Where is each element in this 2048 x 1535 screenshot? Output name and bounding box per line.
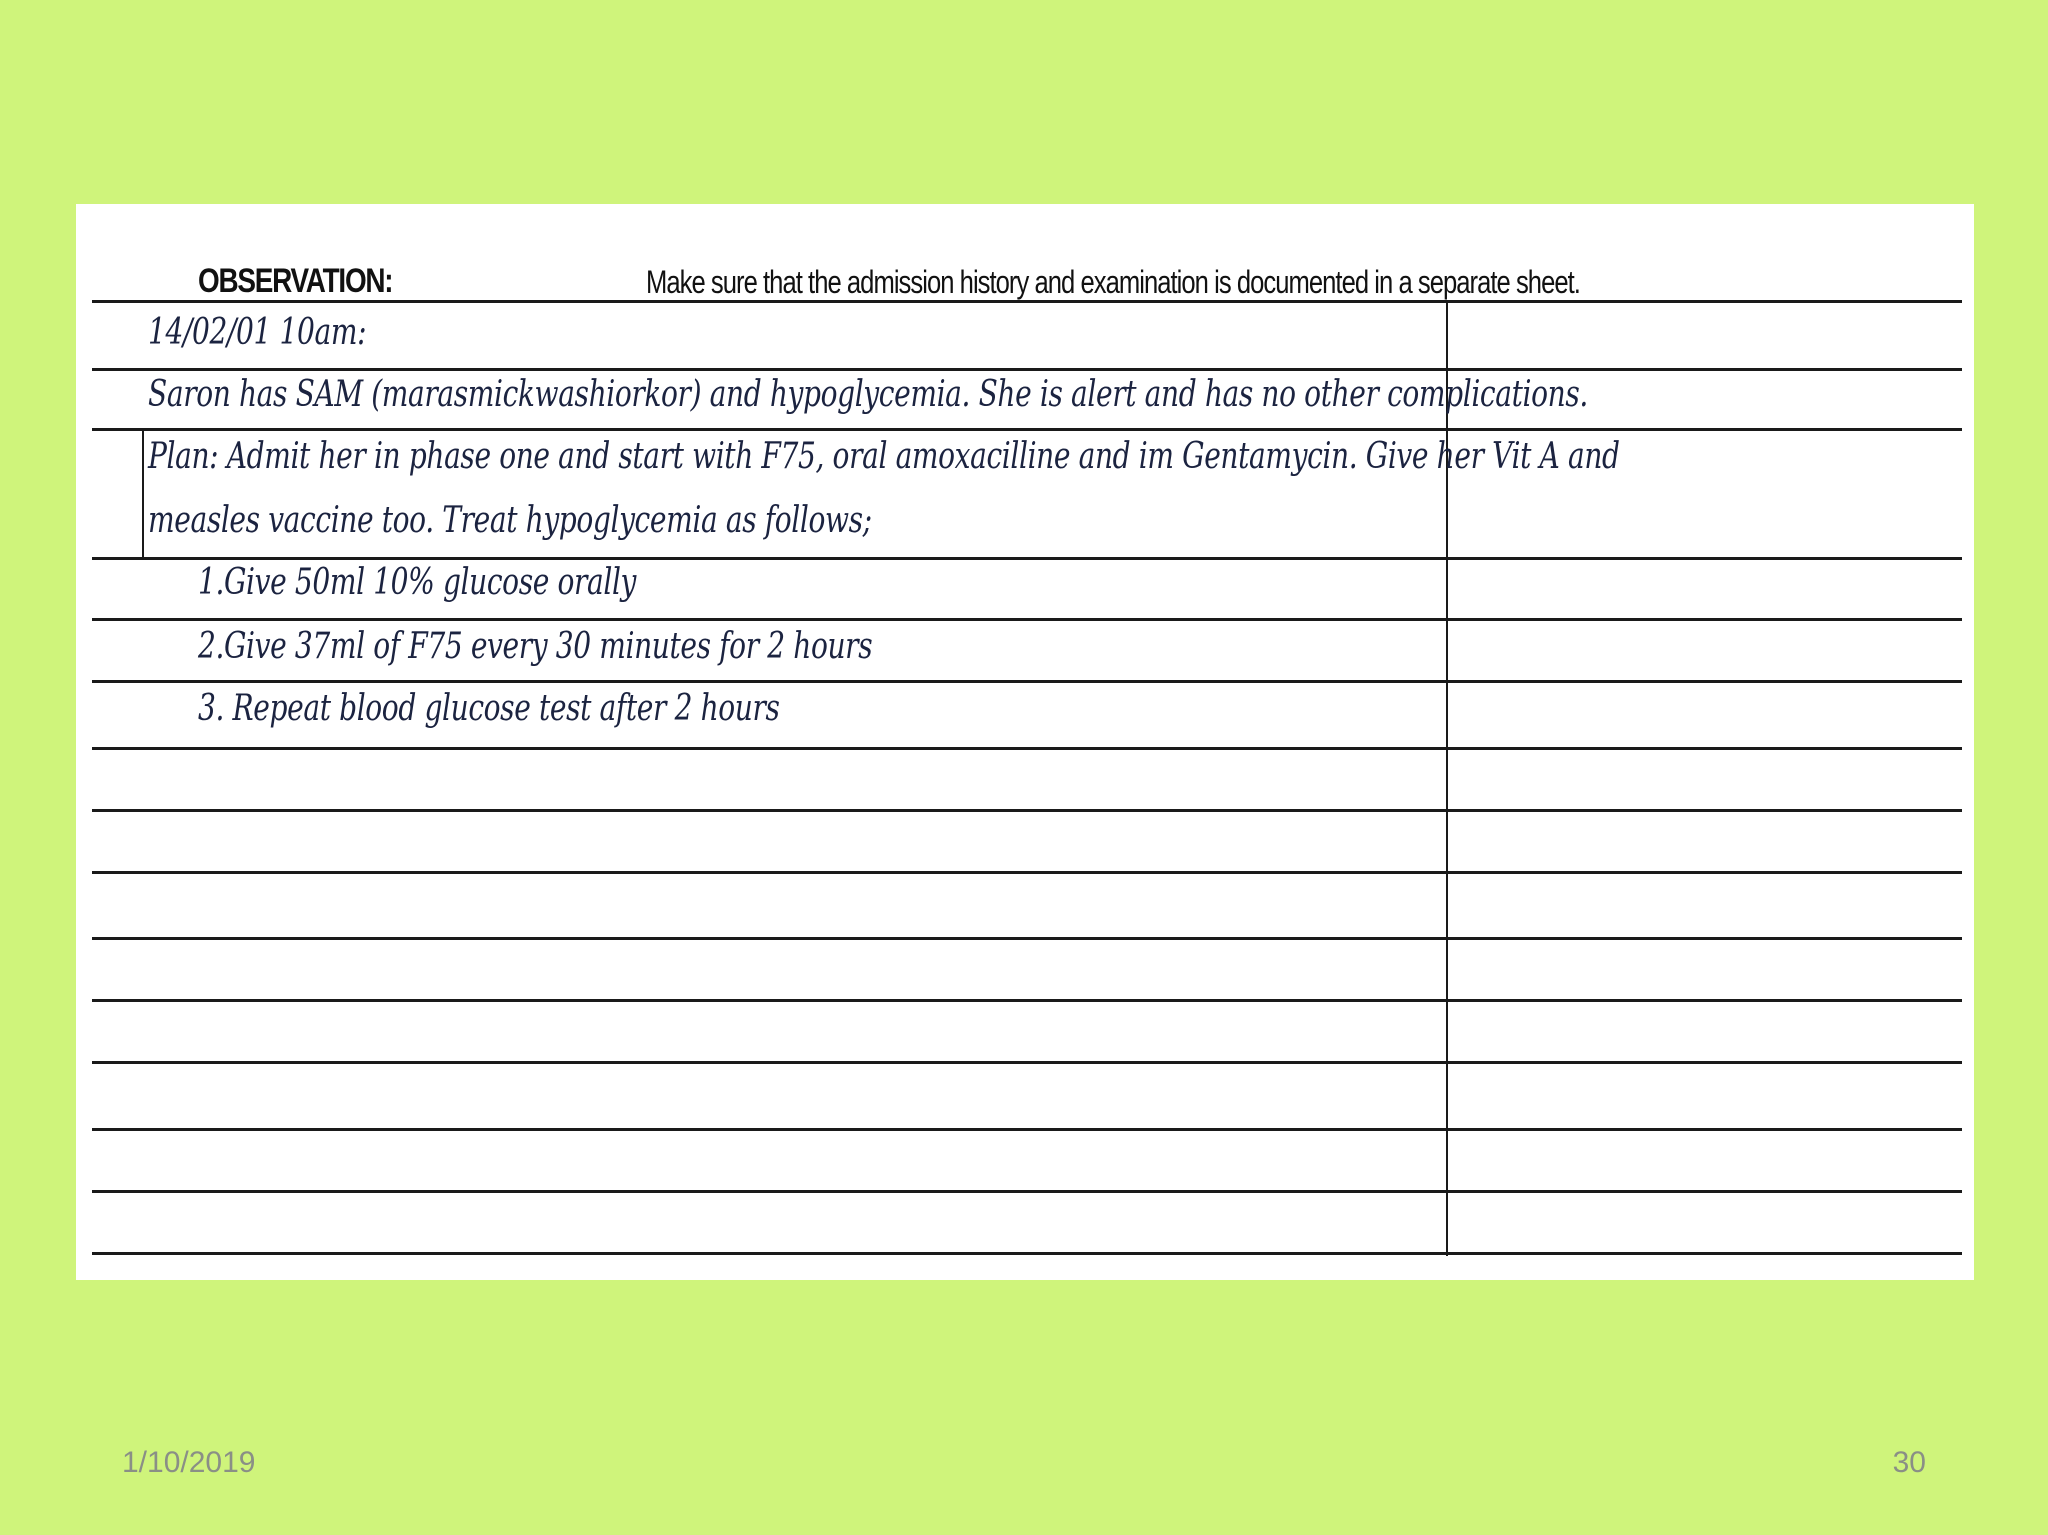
rule-line — [92, 1190, 1962, 1193]
rule-line — [92, 937, 1962, 940]
rule-line — [92, 368, 1962, 371]
rule-line — [92, 1128, 1962, 1131]
plan-cell-border — [142, 430, 144, 558]
rule-line — [92, 428, 1962, 431]
rule-line — [92, 557, 1962, 560]
documentation-note: Make sure that the admission history and examination is documented in a separate sheet. — [646, 264, 1580, 300]
entry-step-3: 3. Repeat blood glucose test after 2 hours — [198, 688, 780, 729]
rule-line — [92, 871, 1962, 874]
rule-line — [92, 1252, 1962, 1255]
entry-plan-line-2: measles vaccine too. Treat hypoglycemia as follows; — [148, 500, 872, 541]
entry-plan-line-1: Plan: Admit her in phase one and start with F75, oral amoxacilline and im Gentamycin. Give her Vit A and — [148, 436, 1620, 477]
slide-date: 1/10/2019 — [122, 1446, 256, 1479]
entry-date-time: 14/02/01 10am: — [148, 312, 367, 353]
rule-line — [92, 300, 1962, 303]
observation-label: OBSERVATION: — [198, 262, 393, 300]
rule-line — [92, 1061, 1962, 1064]
sheet-heading — [76, 254, 1974, 304]
entry-step-2: 2.Give 37ml of F75 every 30 minutes for 2 hours — [198, 626, 873, 667]
entry-step-1: 1.Give 50ml 10% glucose orally — [198, 562, 637, 603]
rule-line — [92, 747, 1962, 750]
entry-diagnosis: Saron has SAM (marasmickwashiorkor) and hypoglycemia. She is alert and has no other complications. — [148, 374, 1588, 415]
observation-sheet — [76, 204, 1974, 1280]
rule-line — [92, 809, 1962, 812]
rule-line — [92, 680, 1962, 683]
rule-line — [92, 618, 1962, 621]
slide-page-number: 30 — [1892, 1446, 1926, 1479]
rule-line — [92, 999, 1962, 1002]
